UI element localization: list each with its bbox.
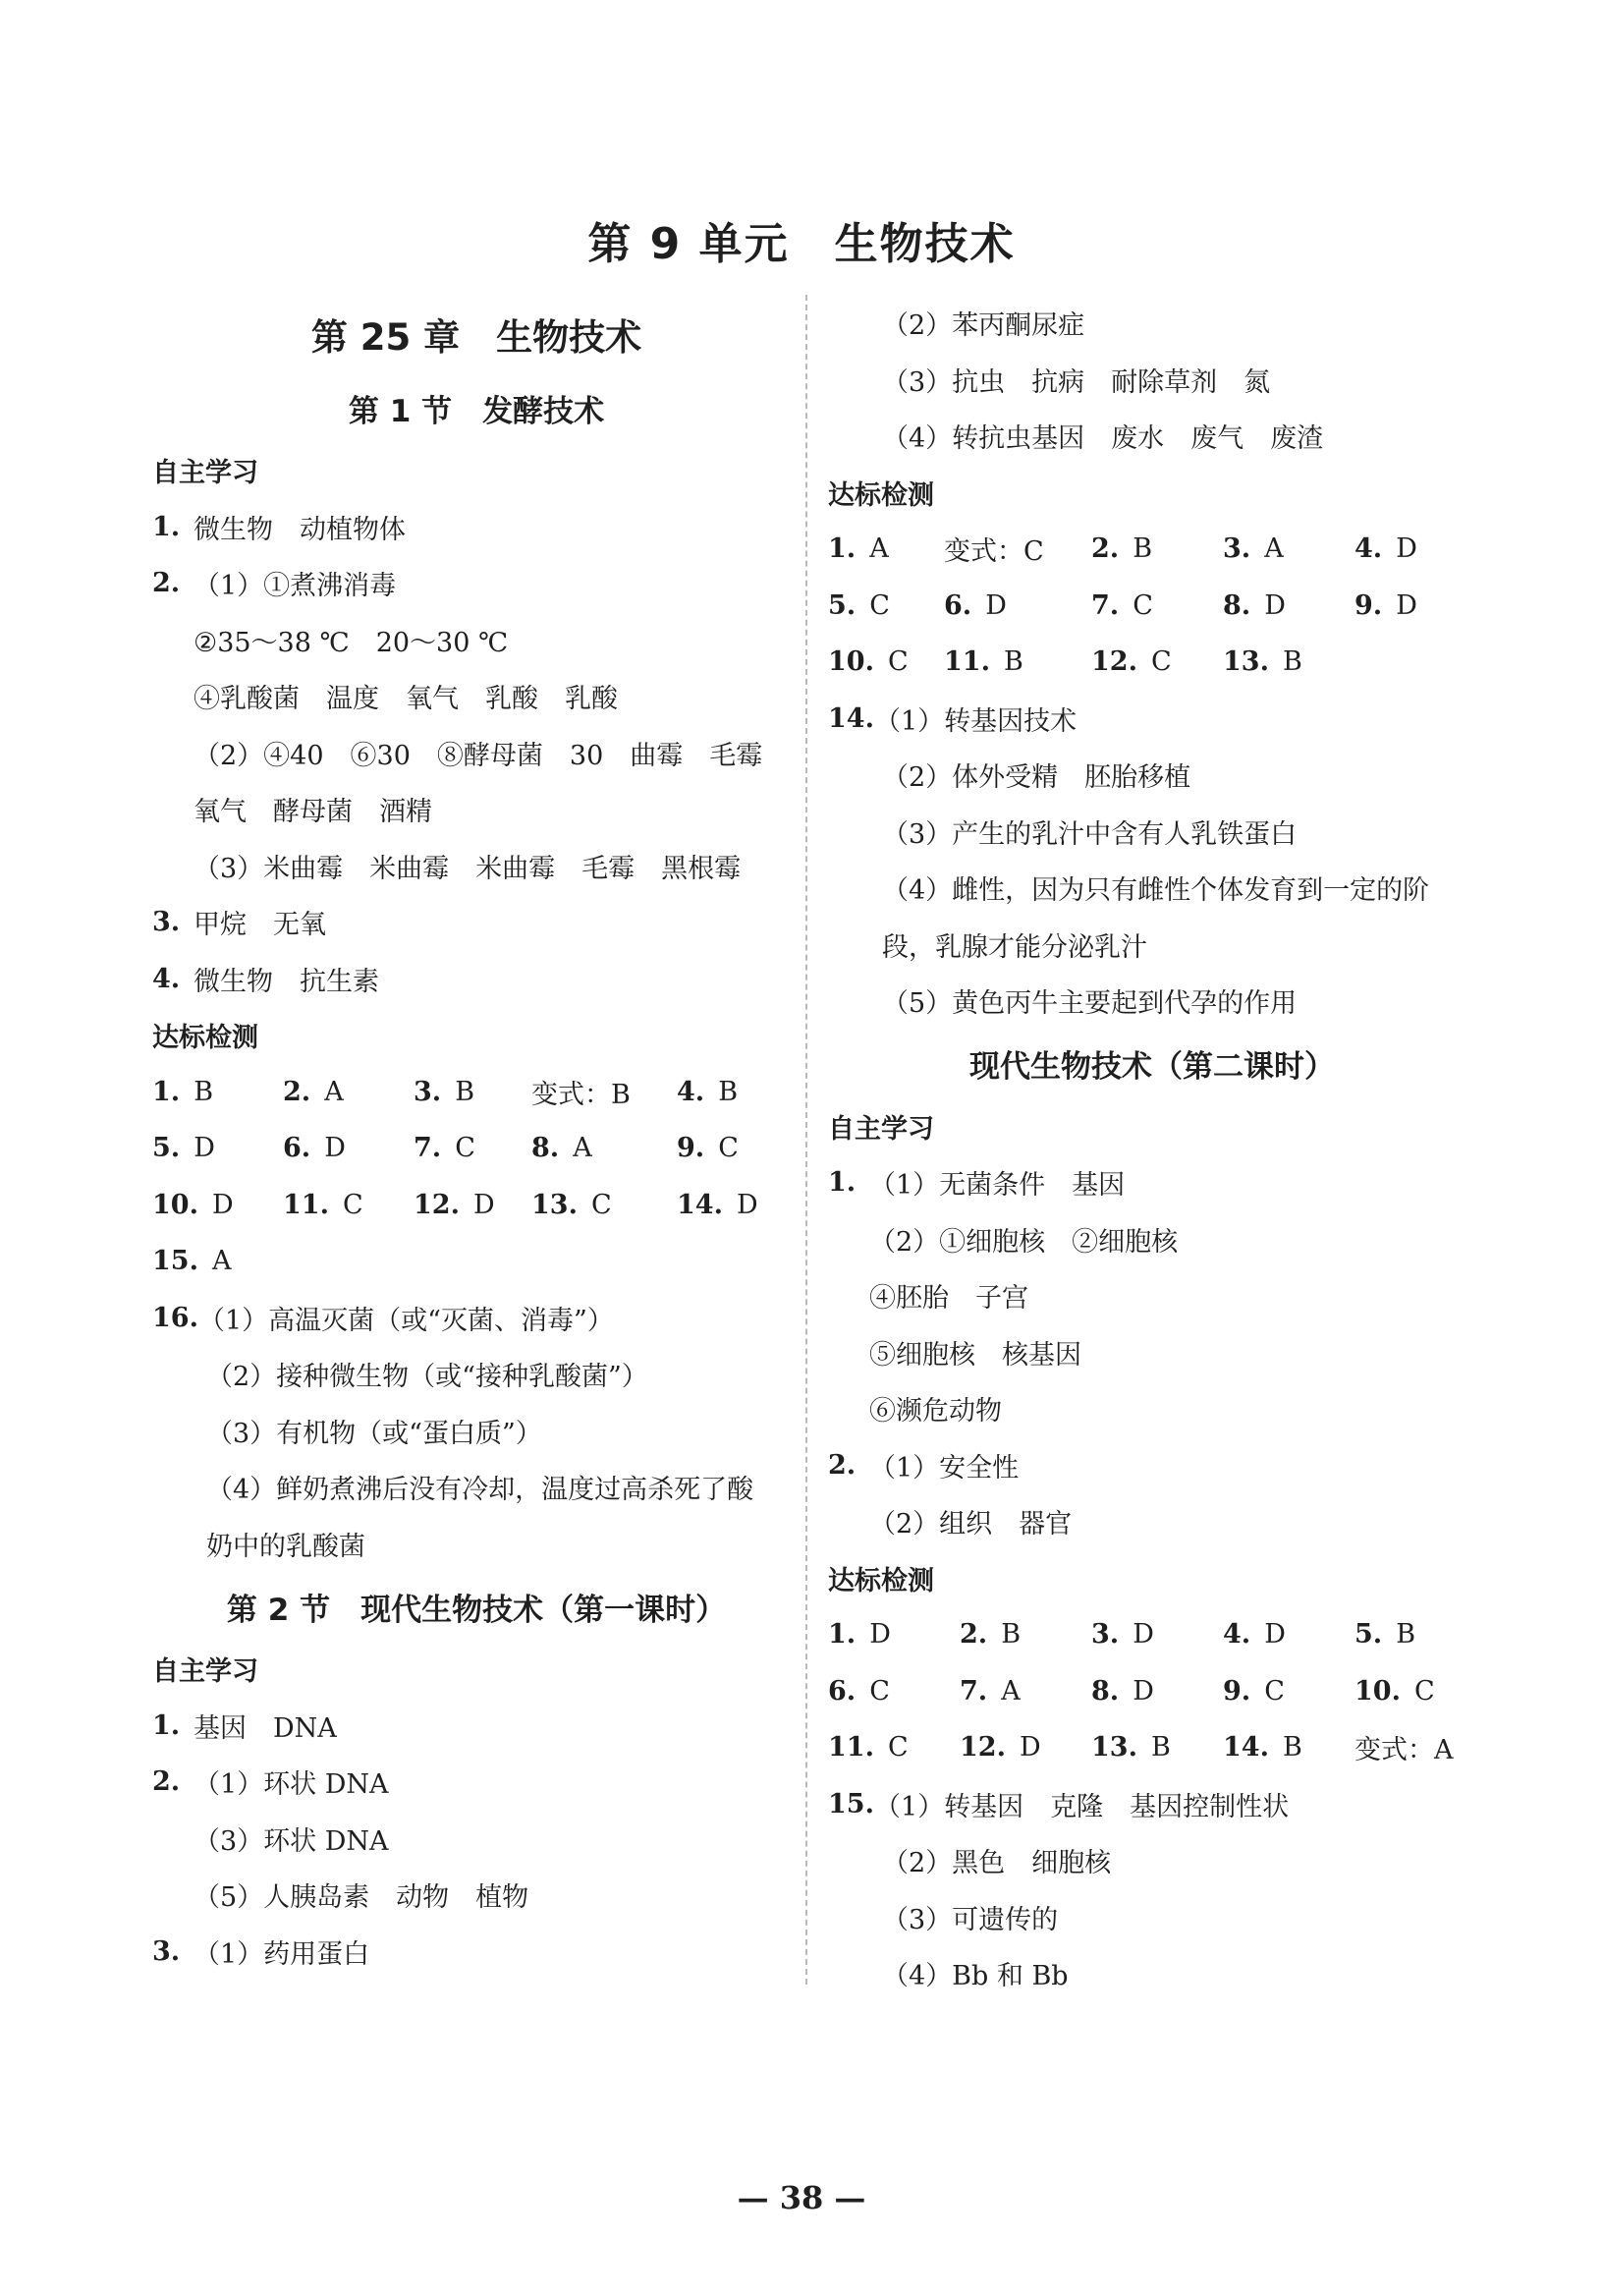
- answer-choice: A: [573, 1133, 592, 1164]
- answer-text: 微生物 抗生素: [193, 966, 379, 997]
- answer-cell: [677, 1133, 801, 1163]
- answer-line: [828, 1832, 1476, 1889]
- question-number: 3.: [152, 1935, 181, 1967]
- answer-text: （1）安全性: [869, 1452, 1020, 1484]
- answer-choice: 变式：B: [531, 1079, 631, 1110]
- question-number: 10.: [1354, 1675, 1401, 1707]
- answer-line: [828, 295, 1476, 352]
- answer-line: [152, 951, 801, 1008]
- answer-text: （1）转基因 克隆 基因控制性状: [873, 1791, 1290, 1822]
- question-number: 4.: [1354, 533, 1383, 565]
- answer-line: [828, 1154, 1476, 1211]
- test-heading: 达标检测: [828, 1565, 934, 1596]
- question-number: 12.: [1091, 646, 1137, 678]
- answer-text: （2）黑色 细胞核: [882, 1848, 1112, 1879]
- question-number: 4.: [1223, 1619, 1251, 1651]
- section1-title: 第 1 节 发酵技术: [348, 393, 605, 429]
- answer-text: （1）药用蛋白: [193, 1938, 370, 1970]
- answer-line: [152, 668, 801, 725]
- self-study-heading: 自主学习: [828, 1113, 934, 1145]
- answer-text: 氧气 酵母菌 酒精: [193, 797, 432, 828]
- answer-cell: [1354, 1676, 1476, 1707]
- answer-row: [152, 1064, 801, 1121]
- answer-row: [828, 578, 1476, 635]
- answer-line: [828, 973, 1476, 1030]
- question-number: 5.: [1354, 1619, 1383, 1651]
- answer-text: ②35～38 ℃ 20～30 ℃: [193, 627, 509, 658]
- answer-text: （4）Bb 和 Bb: [882, 1961, 1069, 1992]
- answer-cell: [152, 1133, 283, 1163]
- question-number: 9.: [677, 1133, 705, 1164]
- question-number: 1.: [152, 1709, 181, 1741]
- answer-line: [152, 1403, 801, 1460]
- answer-cell: [1354, 1619, 1476, 1650]
- question-number: 1.: [828, 533, 857, 565]
- answer-text: （1）转基因技术: [873, 705, 1078, 737]
- answer-choice: D: [869, 1619, 891, 1651]
- answer-cell: [960, 1619, 1091, 1650]
- answer-text: 段，乳腺才能分泌乳汁: [882, 931, 1147, 963]
- question-number: 8.: [1223, 589, 1251, 621]
- answer-choice: 变式：C: [944, 536, 1044, 568]
- answer-text: ⑥濒危动物: [869, 1396, 1002, 1428]
- question-number: 2.: [828, 1449, 857, 1481]
- question-number: 14.: [828, 702, 874, 734]
- answer-text: （2）苯丙酮尿症: [882, 310, 1085, 342]
- section3-test-grid: [828, 1606, 1476, 1776]
- answer-text: （3）抗虫 抗病 耐除草剂 氮: [882, 366, 1271, 398]
- answer-cell: [677, 1190, 801, 1220]
- answer-choice: C: [887, 1732, 909, 1764]
- left-column: [152, 295, 801, 1980]
- answer-line: [152, 499, 801, 556]
- answer-cell: [283, 1077, 414, 1107]
- answer-line: [828, 1776, 1476, 1833]
- section3-test-list: [828, 1776, 1476, 2002]
- answer-text: （2）接种微生物（或“接种乳酸菌”）: [206, 1362, 648, 1393]
- answer-cell: [531, 1133, 677, 1163]
- answer-line: [152, 1867, 801, 1924]
- question-number: 15.: [152, 1246, 198, 1277]
- answer-line: [828, 1493, 1476, 1550]
- answer-text: （1）无菌条件 基因: [869, 1170, 1126, 1202]
- answer-choice: C: [869, 589, 890, 621]
- answer-choice: B: [1282, 646, 1302, 678]
- answer-line: [152, 1516, 801, 1573]
- self-study-heading: 自主学习: [152, 458, 258, 489]
- answer-cell: [1354, 533, 1472, 564]
- answer-row: [152, 1177, 801, 1234]
- question-number: 5.: [828, 589, 857, 621]
- question-number: 9.: [1354, 589, 1383, 621]
- answer-line: [828, 1211, 1476, 1268]
- question-number: 10.: [828, 646, 874, 678]
- answer-choice: C: [887, 646, 909, 678]
- answer-line: [828, 917, 1476, 974]
- answer-row: [828, 521, 1476, 578]
- answer-cell: [944, 646, 1091, 677]
- answer-text: ④乳酸菌 温度 氧气 乳酸 乳酸: [193, 684, 618, 715]
- answer-line: [152, 1754, 801, 1811]
- section3-self-study-list: [828, 1154, 1476, 1550]
- answer-cell: [828, 1676, 960, 1707]
- answer-cell: [960, 1732, 1091, 1763]
- answer-line: [828, 1324, 1476, 1381]
- answer-cell: [531, 1190, 677, 1220]
- answer-line: [152, 838, 801, 895]
- page-number: — 38 —: [737, 2179, 866, 2216]
- answer-line: [152, 1346, 801, 1403]
- question-number: 13.: [531, 1189, 578, 1220]
- answer-choice: D: [324, 1133, 346, 1164]
- question-number: 13.: [1223, 646, 1269, 678]
- unit-title: 第 9 单元 生物技术: [587, 219, 1016, 269]
- question-number: 1.: [828, 1167, 857, 1199]
- answer-text: ④胚胎 子宫: [869, 1283, 1028, 1315]
- question-number: 5.: [152, 1133, 181, 1164]
- answer-cell: [828, 590, 944, 621]
- answer-choice: B: [193, 1076, 214, 1107]
- answer-line: [828, 1889, 1476, 1946]
- answer-text: （4）雌性，因为只有雌性个体发育到一定的阶: [882, 875, 1430, 907]
- answer-cell: [283, 1133, 414, 1163]
- answer-cell: [677, 1077, 801, 1107]
- answer-choice: D: [1264, 1619, 1286, 1651]
- answer-choice: D: [472, 1189, 495, 1220]
- answer-cell: [828, 646, 944, 677]
- section1-test-grid: [152, 1064, 801, 1290]
- answer-choice: B: [1282, 1732, 1302, 1764]
- answer-line: [828, 804, 1476, 861]
- answer-line: [828, 1380, 1476, 1437]
- answer-cell: [828, 1619, 960, 1650]
- answer-choice: 变式：A: [1354, 1735, 1454, 1766]
- answer-choice: D: [193, 1133, 215, 1164]
- question-number: 3.: [1223, 533, 1251, 565]
- answer-row: [152, 1120, 801, 1177]
- answer-text: 基因 DNA: [193, 1712, 337, 1744]
- answer-cell: [1223, 533, 1354, 564]
- continued-answers-list: [828, 295, 1476, 465]
- answer-line: [152, 725, 801, 782]
- answer-text: （5）黄色丙牛主要起到代孕的作用: [882, 988, 1298, 1020]
- answer-text: （3）可遗传的: [882, 1904, 1059, 1935]
- answer-choice: C: [455, 1133, 475, 1164]
- answer-cell: [828, 533, 944, 564]
- answer-choice: C: [1150, 646, 1172, 678]
- answer-choice: C: [342, 1189, 363, 1220]
- answer-text: （5）人胰岛素 动物 植物: [193, 1882, 529, 1914]
- question-number: 7.: [1091, 589, 1120, 621]
- answer-cell: [1091, 533, 1223, 564]
- answer-line: [828, 1437, 1476, 1494]
- answer-choice: D: [211, 1189, 234, 1220]
- answer-line: [828, 352, 1476, 409]
- answer-choice: B: [455, 1076, 475, 1107]
- question-number: 10.: [152, 1189, 198, 1220]
- question-number: 13.: [1091, 1732, 1137, 1764]
- answer-cell: [283, 1190, 414, 1220]
- answer-line: [152, 894, 801, 951]
- answer-choice: D: [736, 1189, 758, 1220]
- question-number: 11.: [283, 1189, 329, 1220]
- question-number: 15.: [828, 1788, 874, 1820]
- answer-text: （3）米曲霉 米曲霉 米曲霉 毛霉 黑根霉: [193, 853, 742, 884]
- answer-cell: [944, 530, 1091, 568]
- answer-row: [152, 1233, 801, 1290]
- answer-cell: [152, 1246, 283, 1276]
- answer-cell: [1091, 1676, 1223, 1707]
- answer-choice: C: [590, 1189, 612, 1220]
- test-heading: 达标检测: [828, 479, 934, 511]
- column-divider: [805, 295, 807, 1985]
- chapter-title: 第 25 章 生物技术: [310, 316, 642, 359]
- answer-choice: A: [869, 533, 889, 565]
- answer-choice: A: [1001, 1675, 1021, 1707]
- answer-choice: C: [1133, 589, 1153, 621]
- answer-cell: [1223, 1619, 1354, 1650]
- answer-text: （4）鲜奶煮沸后没有冷却，温度过高杀死了酸: [206, 1475, 754, 1506]
- answer-cell: [1354, 590, 1472, 621]
- question-number: 16.: [152, 1302, 198, 1333]
- answer-text: 甲烷 无氧: [193, 910, 326, 941]
- answer-cell: [152, 1190, 283, 1220]
- right-column: [828, 295, 1476, 2002]
- question-number: 2.: [960, 1619, 988, 1651]
- question-number: 2.: [152, 1766, 181, 1798]
- question-number: 7.: [414, 1133, 442, 1164]
- answer-choice: B: [1396, 1619, 1416, 1651]
- answer-line: [828, 747, 1476, 804]
- answer-text: 微生物 动植物体: [193, 514, 406, 545]
- answer-text: （1）高温灭菌（或“灭菌、消毒”）: [197, 1305, 614, 1336]
- self-study-heading: 自主学习: [152, 1656, 258, 1688]
- answer-text: （1）环状 DNA: [193, 1769, 389, 1801]
- answer-cell: [531, 1073, 677, 1111]
- answer-line: [152, 1924, 801, 1981]
- question-number: 14.: [1223, 1732, 1269, 1764]
- answer-choice: B: [718, 1076, 739, 1107]
- answer-cell: [414, 1077, 531, 1107]
- question-number: 1.: [152, 511, 181, 542]
- question-number: 4.: [152, 963, 181, 994]
- question-number: 1.: [828, 1619, 857, 1651]
- answer-cell: [1223, 1732, 1354, 1763]
- answer-cell: [414, 1133, 531, 1163]
- answer-text: （4）转抗虫基因 废水 废气 废渣: [882, 423, 1324, 455]
- answer-cell: [1091, 1732, 1223, 1763]
- answer-row: [828, 1719, 1476, 1776]
- section2-test-list: [828, 691, 1476, 1030]
- test-heading: 达标检测: [152, 1023, 258, 1054]
- answer-text: （2）组织 器官: [869, 1509, 1073, 1540]
- answer-choice: B: [1001, 1619, 1022, 1651]
- answer-line: [152, 555, 801, 612]
- section3-title: 现代生物技术（第二课时）: [969, 1049, 1335, 1085]
- answer-row: [828, 1663, 1476, 1720]
- answer-line: [828, 860, 1476, 917]
- answer-choice: B: [1003, 646, 1023, 678]
- answer-cell: [944, 590, 1091, 621]
- question-number: 11.: [828, 1732, 874, 1764]
- section2-test-grid: [828, 521, 1476, 691]
- answer-choice: C: [1264, 1675, 1285, 1707]
- answer-cell: [1223, 646, 1354, 677]
- answer-text: （3）产生的乳汁中含有人乳铁蛋白: [882, 818, 1298, 850]
- answer-choice: D: [1133, 1619, 1154, 1651]
- answer-text: （1）①煮沸消毒: [193, 571, 397, 602]
- question-number: 2.: [283, 1076, 311, 1107]
- answer-line: [828, 408, 1476, 465]
- answer-text: 奶中的乳酸菌: [206, 1531, 365, 1562]
- question-number: 7.: [960, 1675, 988, 1707]
- answer-cell: [960, 1676, 1091, 1707]
- question-number: 3.: [414, 1076, 442, 1107]
- section2-title: 第 2 节 现代生物技术（第一课时）: [226, 1592, 727, 1628]
- section2-self-study-list: [152, 1698, 801, 1981]
- question-number: 6.: [828, 1675, 857, 1707]
- answer-cell: [414, 1190, 531, 1220]
- answer-choice: D: [1264, 589, 1286, 621]
- answer-choice: B: [1150, 1732, 1171, 1764]
- answer-text: （3）环状 DNA: [193, 1825, 389, 1857]
- question-number: 14.: [677, 1189, 723, 1220]
- answer-cell: [152, 1077, 283, 1107]
- answer-text: ⑤细胞核 核基因: [869, 1339, 1081, 1371]
- answer-line: [828, 1267, 1476, 1324]
- question-number: 3.: [1091, 1619, 1120, 1651]
- question-number: 11.: [944, 646, 990, 678]
- answer-choice: A: [324, 1076, 344, 1107]
- question-number: 8.: [1091, 1675, 1120, 1707]
- question-number: 1.: [152, 1076, 181, 1107]
- question-number: 4.: [677, 1076, 705, 1107]
- answer-cell: [1091, 646, 1223, 677]
- answer-line: [152, 1290, 801, 1347]
- answer-choice: D: [1396, 589, 1417, 621]
- answer-choice: C: [869, 1675, 890, 1707]
- answer-cell: [828, 1732, 960, 1763]
- question-number: 3.: [152, 907, 181, 938]
- answer-choice: D: [985, 589, 1007, 621]
- answer-choice: C: [1413, 1675, 1435, 1707]
- answer-cell: [1091, 1619, 1223, 1650]
- answer-cell: [1354, 1728, 1476, 1766]
- answer-line: [152, 612, 801, 669]
- answer-cell: [1223, 1676, 1354, 1707]
- answer-choice: B: [1133, 533, 1153, 565]
- answer-choice: D: [1133, 1675, 1154, 1707]
- answer-line: [152, 1811, 801, 1868]
- question-number: 9.: [1223, 1675, 1251, 1707]
- question-number: 2.: [152, 568, 181, 599]
- answer-line: [152, 781, 801, 838]
- question-number: 2.: [1091, 533, 1120, 565]
- answer-text: （2）①细胞核 ②细胞核: [869, 1226, 1179, 1258]
- answer-row: [828, 1606, 1476, 1663]
- question-number: 6.: [283, 1133, 311, 1164]
- answer-choice: D: [1019, 1732, 1041, 1764]
- section1-test-list: [152, 1290, 801, 1573]
- answer-line: [152, 1459, 801, 1516]
- answer-cell: [1223, 590, 1354, 621]
- question-number: 6.: [944, 589, 972, 621]
- answer-choice: D: [1396, 533, 1417, 565]
- answer-choice: A: [1264, 533, 1284, 565]
- answer-line: [828, 691, 1476, 748]
- answer-text: （2）④40 ⑥30 ⑧酵母菌 30 曲霉 毛霉: [193, 740, 763, 771]
- answer-text: （2）体外受精 胚胎移植: [882, 762, 1191, 794]
- section1-self-study-list: [152, 499, 801, 1008]
- answer-text: （3）有机物（或“蛋白质”）: [206, 1418, 542, 1449]
- answer-cell: [1091, 590, 1223, 621]
- question-number: 12.: [414, 1189, 460, 1220]
- answer-line: [828, 1945, 1476, 2002]
- answer-choice: C: [718, 1133, 739, 1164]
- answer-line: [152, 1698, 801, 1755]
- answer-row: [828, 634, 1476, 691]
- question-number: 12.: [960, 1732, 1006, 1764]
- question-number: 8.: [531, 1133, 560, 1164]
- answer-choice: A: [211, 1246, 232, 1277]
